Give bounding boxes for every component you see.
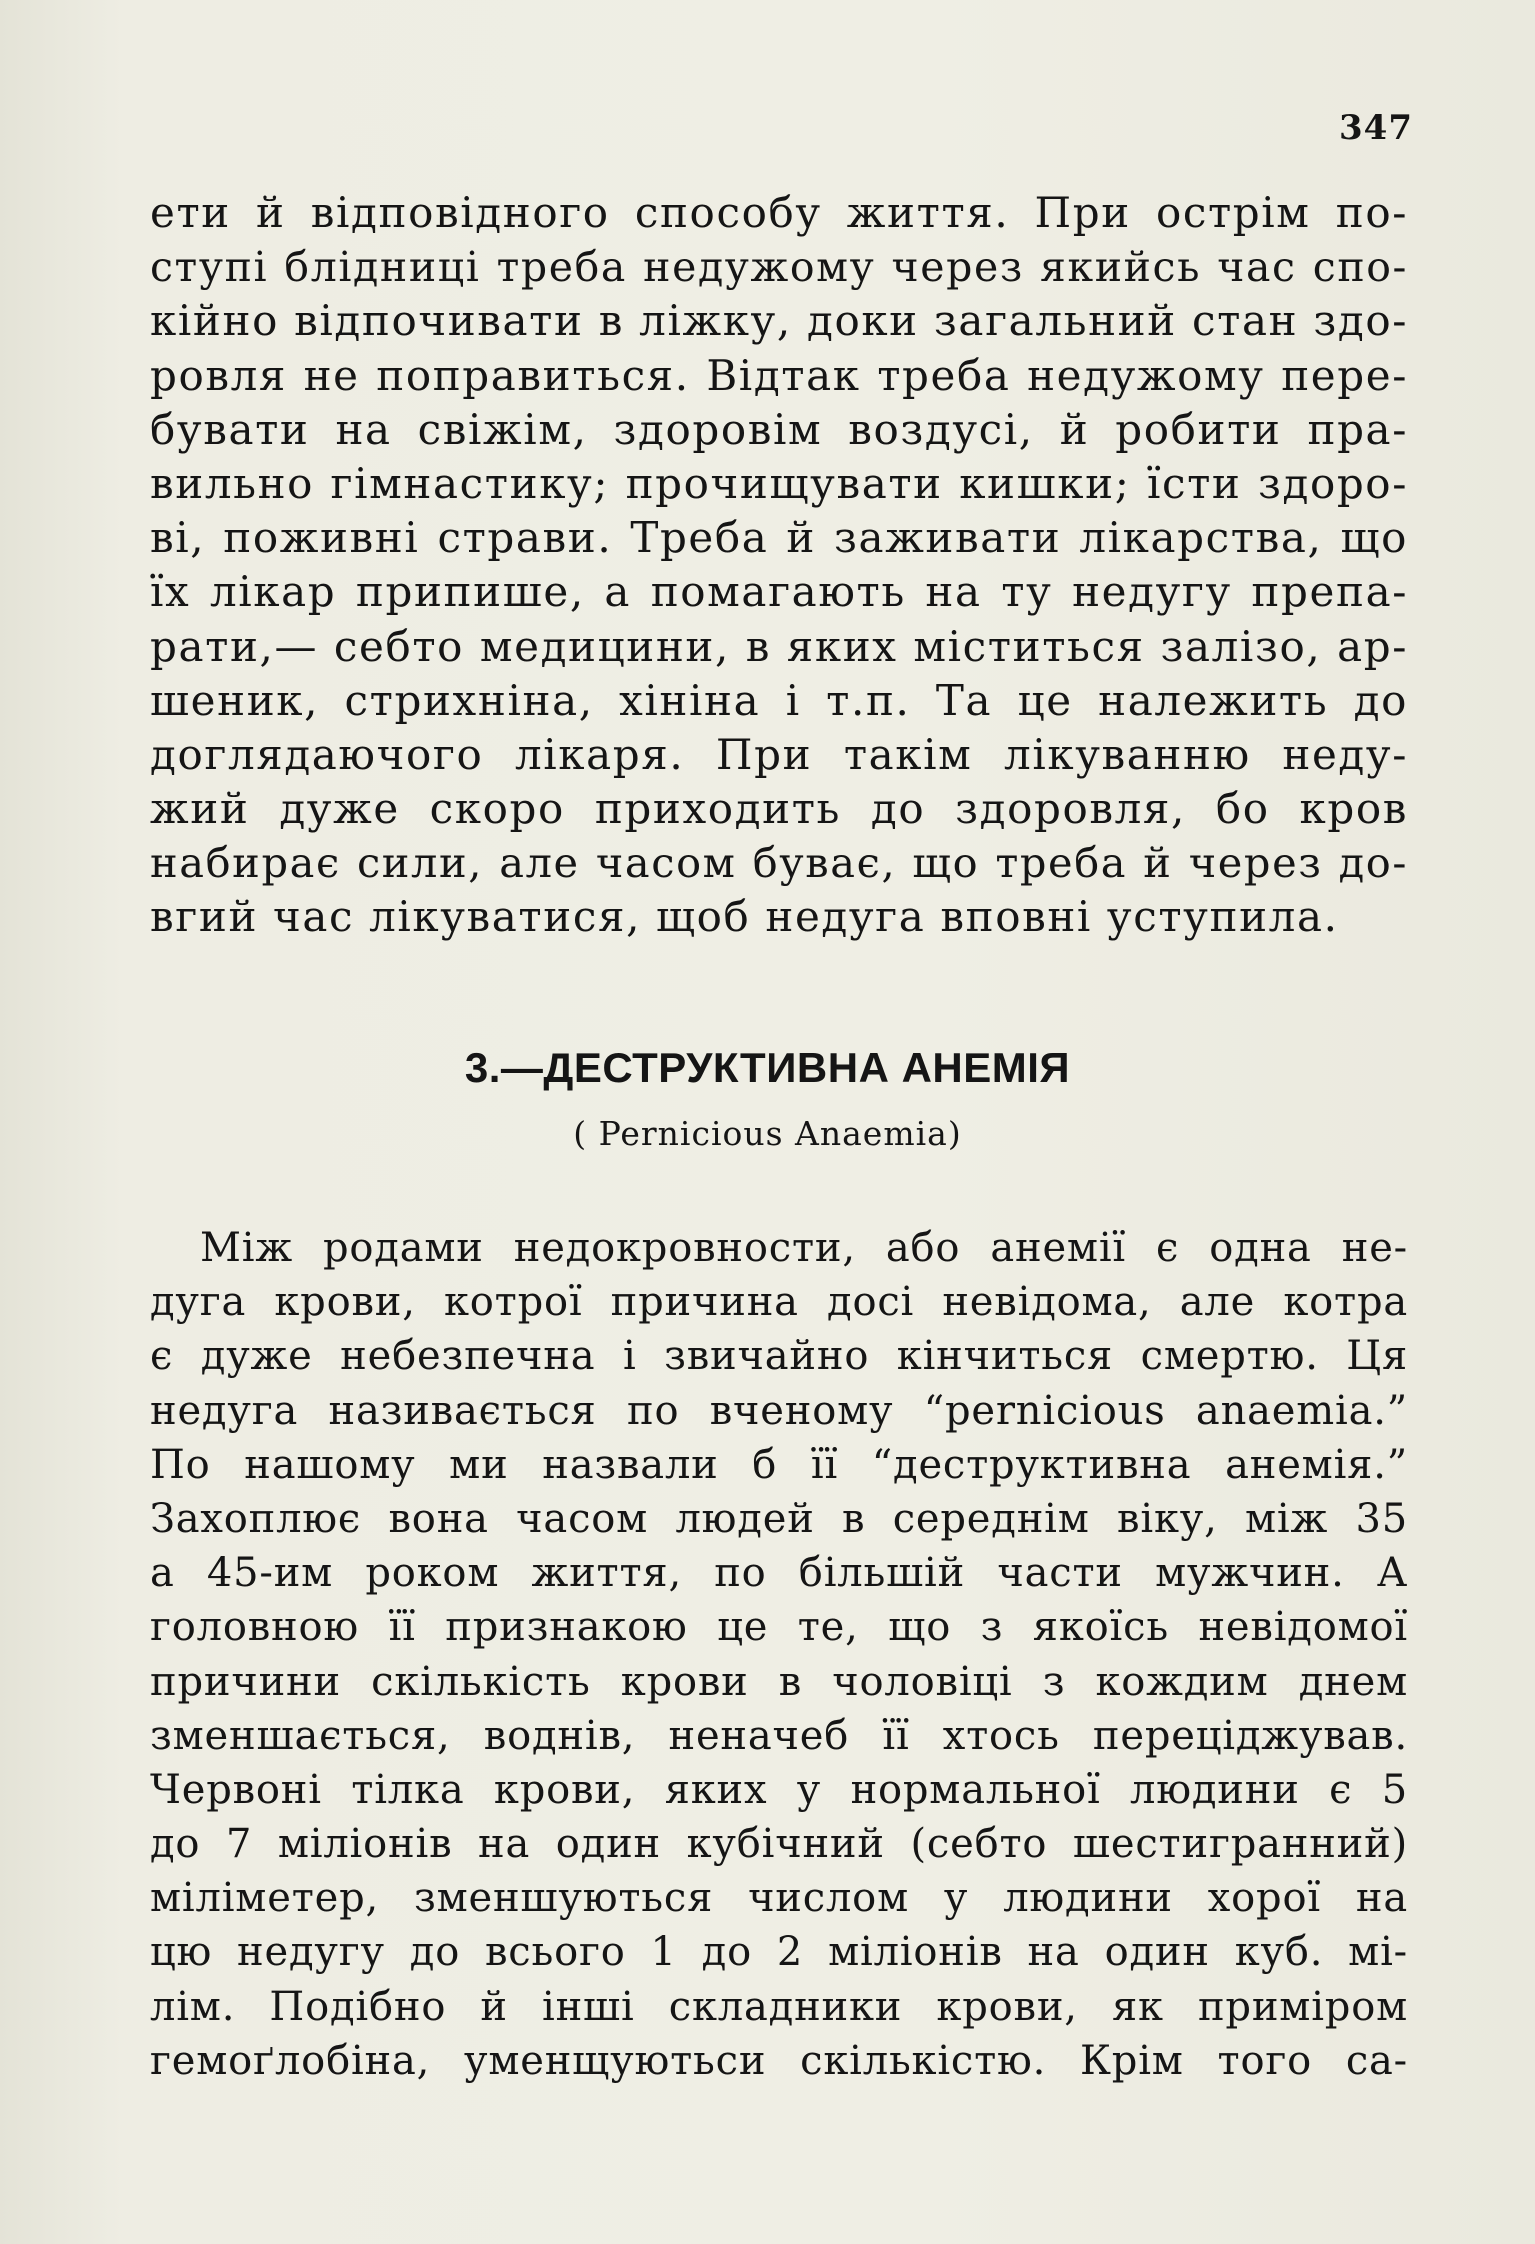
text-line: Захоплює вона часом людей в середнім віку, між 35 (150, 1495, 1408, 1542)
section-heading: 3.—ДЕСТРУКТИВНА АНЕМІЯ (464, 1044, 1071, 1091)
section-subheading: ( Pernicious Anaemia) (573, 1114, 962, 1153)
text-line: дуга крови, котрої причина досі невідома, але котра (150, 1279, 1408, 1326)
text-line: кійно відпочивати в ліжку, доки загальний стан здо- (150, 296, 1408, 346)
text-line: доглядаючого лікаря. При такім лікуванню неду- (150, 729, 1408, 779)
text-line: Червоні тілка крови, яких у нормальної людини є 5 (150, 1766, 1408, 1813)
text-line: міліметер, зменшуються числом у людини хорої на (150, 1875, 1408, 1922)
text-line: Між родами недокровности, або анемії є одна не- (200, 1225, 1408, 1271)
text-line: ети й відповідного способу життя. При острім по- (150, 188, 1408, 237)
text-line: до 7 міліонів на один кубічний (себто шестигранний) (150, 1821, 1408, 1868)
text-line: зменшається, воднів, неначеб її хтось переціджував. (150, 1712, 1408, 1759)
text-line: набирає сили, але часом буває, що треба й через до- (150, 838, 1408, 888)
text-line: жий дуже скоро приходить до здоровля, бо кров (150, 784, 1408, 834)
paragraph-treatment (150, 186, 1408, 945)
paragraph-pernicious-anaemia (150, 1221, 1408, 2088)
text-line: ступі блідниці треба недужому через якийсь час спо- (150, 243, 1408, 292)
text-line: гемоґлобіна, уменщуютьси скількістю. Крім того са- (150, 2037, 1408, 2084)
text-line: бувати на свіжім, здоровім воздусі, й робити пра- (150, 404, 1408, 454)
text-line: ровля не поправиться. Відтак треба недужому пере- (150, 350, 1408, 400)
text-line: шеник, стрихніна, хініна і т.п. Та це належить до (150, 675, 1408, 725)
page-number: 347 (1339, 108, 1413, 148)
text-line: їх лікар припише, а помагають на ту недугу препа- (150, 567, 1408, 617)
text-line: недуга називається по вченому “pernicious anaemia.” (150, 1387, 1408, 1434)
text-line: вильно гімнастику; прочищувати кишки; їсти здоро- (150, 458, 1408, 508)
text-line: а 45-им роком життя, по більшій части мужчин. А (150, 1550, 1408, 1597)
text-line: лім. Подібно й інші складники крови, як приміром (150, 1983, 1408, 2030)
text-line: вгий час лікуватися, щоб недуга вповні уступила. (150, 892, 1339, 942)
text-line: головною її признакою це те, що з якоїсь невідомої (150, 1604, 1408, 1651)
text-line: причини скількість крови в чоловіці з кождим днем (150, 1658, 1408, 1705)
text-line: ві, поживні страви. Треба й заживати лікарства, що (150, 513, 1408, 563)
text-line: рати,— себто медицини, в яких міститься залізо, ар- (150, 621, 1408, 671)
text-line: По нашому ми назвали б її “деструктивна анемія.” (150, 1441, 1408, 1488)
text-line: цю недугу до всього 1 до 2 міліонів на один куб. мі- (150, 1929, 1408, 1976)
text-line: є дуже небезпечна і звичайно кінчиться смертю. Ця (150, 1333, 1408, 1380)
